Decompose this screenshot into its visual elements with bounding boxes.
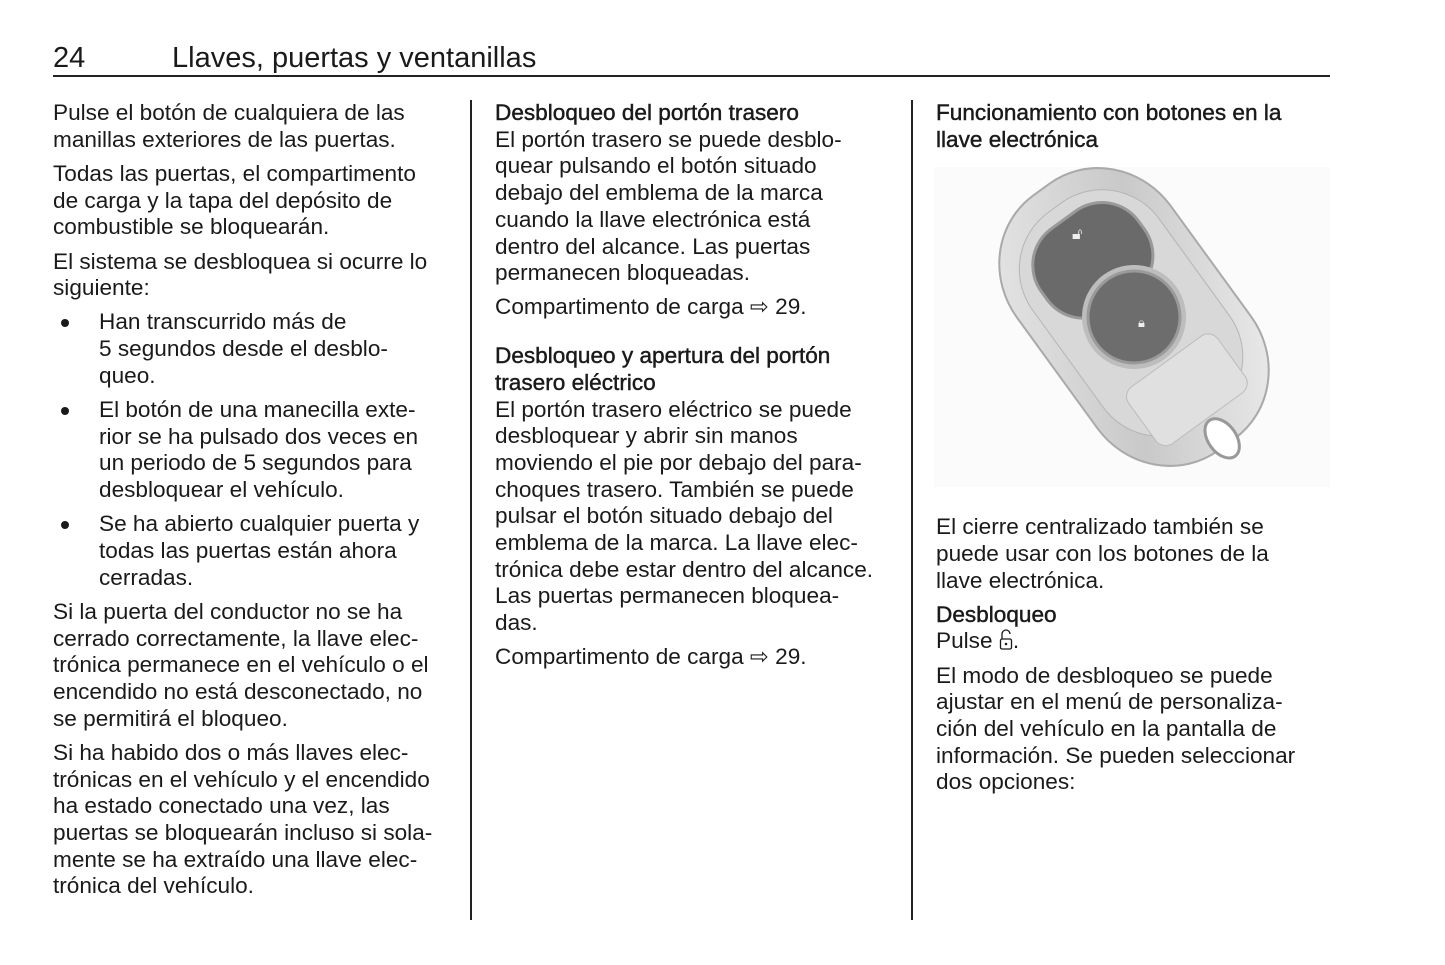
list-item: Han transcurrido más de 5 segundos desde el desblo- queo. (53, 309, 458, 389)
cross-reference[interactable]: Compartimento de carga ⇨ 29. (495, 294, 807, 320)
paragraph: El portón trasero eléctrico se puede desbloquear y abrir sin manos moviendo el pie por debajo del para- choques trasero. También se puede pulsar el botón situado debajo del emblema de la marca. La llave elec- trónica debe estar dentro del alcance. Las puertas permanecen bloquea- das. (495, 396, 874, 636)
paragraph: El cierre centralizado también se puede usar con los botones de la llave electrónica. (936, 514, 1269, 593)
bullet-icon (61, 521, 69, 529)
paragraph: El sistema se desbloquea si ocurre lo siguiente: (53, 248, 428, 301)
column-2 (495, 100, 900, 679)
cross-reference[interactable]: Compartimento de carga ⇨ 29. (495, 644, 807, 670)
bullet-icon (61, 319, 69, 327)
lock-icon: 🔒︎ (1138, 316, 1145, 332)
paragraph: El modo de desbloqueo se puede ajustar en el menú de personaliza- ción del vehículo en la pantalla de información. Se pueden seleccionar dos opciones: (936, 662, 1296, 795)
unlock-icon: 🔓︎ (1072, 224, 1083, 244)
section-heading: Funcionamiento con botones en la llave electrónica (936, 100, 1282, 152)
bullet-icon (61, 407, 69, 415)
paragraph: Si la puerta del conductor no se ha cerrado correctamente, la llave elec- trónica permanece en el vehículo o el encendido no está desconectado, no se permitirá el bloqueo. (53, 598, 429, 731)
list-item: El botón de una manecilla exte- rior se ha pulsado dos veces en un periodo de 5 segundos para desbloquear el vehículo. (53, 397, 458, 504)
list-item: Se ha abierto cualquier puerta y todas las puertas están ahora cerradas. (53, 511, 458, 591)
key-fob-illustration (934, 167, 1330, 487)
column-3 (936, 100, 1336, 804)
column-divider (911, 100, 913, 920)
paragraph: Pulse el botón de cualquiera de las manillas exteriores de las puertas. (53, 100, 405, 152)
bullet-list (53, 309, 458, 591)
column-divider (470, 100, 472, 920)
unlock-icon (999, 629, 1013, 651)
column-1 (53, 100, 458, 908)
paragraph: Pulse . (936, 628, 1020, 654)
section-heading: Desbloqueo (936, 601, 1057, 627)
header-rule (53, 75, 1330, 77)
paragraph: Todas las puertas, el compartimento de carga y la tapa del depósito de combustible se bloquearán. (53, 160, 416, 240)
page-title: Llaves, puertas y ventanillas (172, 42, 537, 74)
section-heading: Desbloqueo del portón trasero (495, 100, 799, 125)
page-number: 24 (53, 42, 86, 74)
section-heading: Desbloqueo y apertura del portón trasero eléctrico (495, 343, 831, 395)
paragraph: El portón trasero se puede desblo- quear pulsando el botón situado debajo del emblema de la marca cuando la llave electrónica está dentro del alcance. Las puertas permanecen bloqueadas. (495, 126, 842, 286)
paragraph: Si ha habido dos o más llaves elec- trónicas en el vehículo y el encendido ha estado conectado una vez, las puertas se bloquearán incluso si sola- mente se ha extraído una llave elec- trónica del vehículo. (53, 739, 433, 899)
